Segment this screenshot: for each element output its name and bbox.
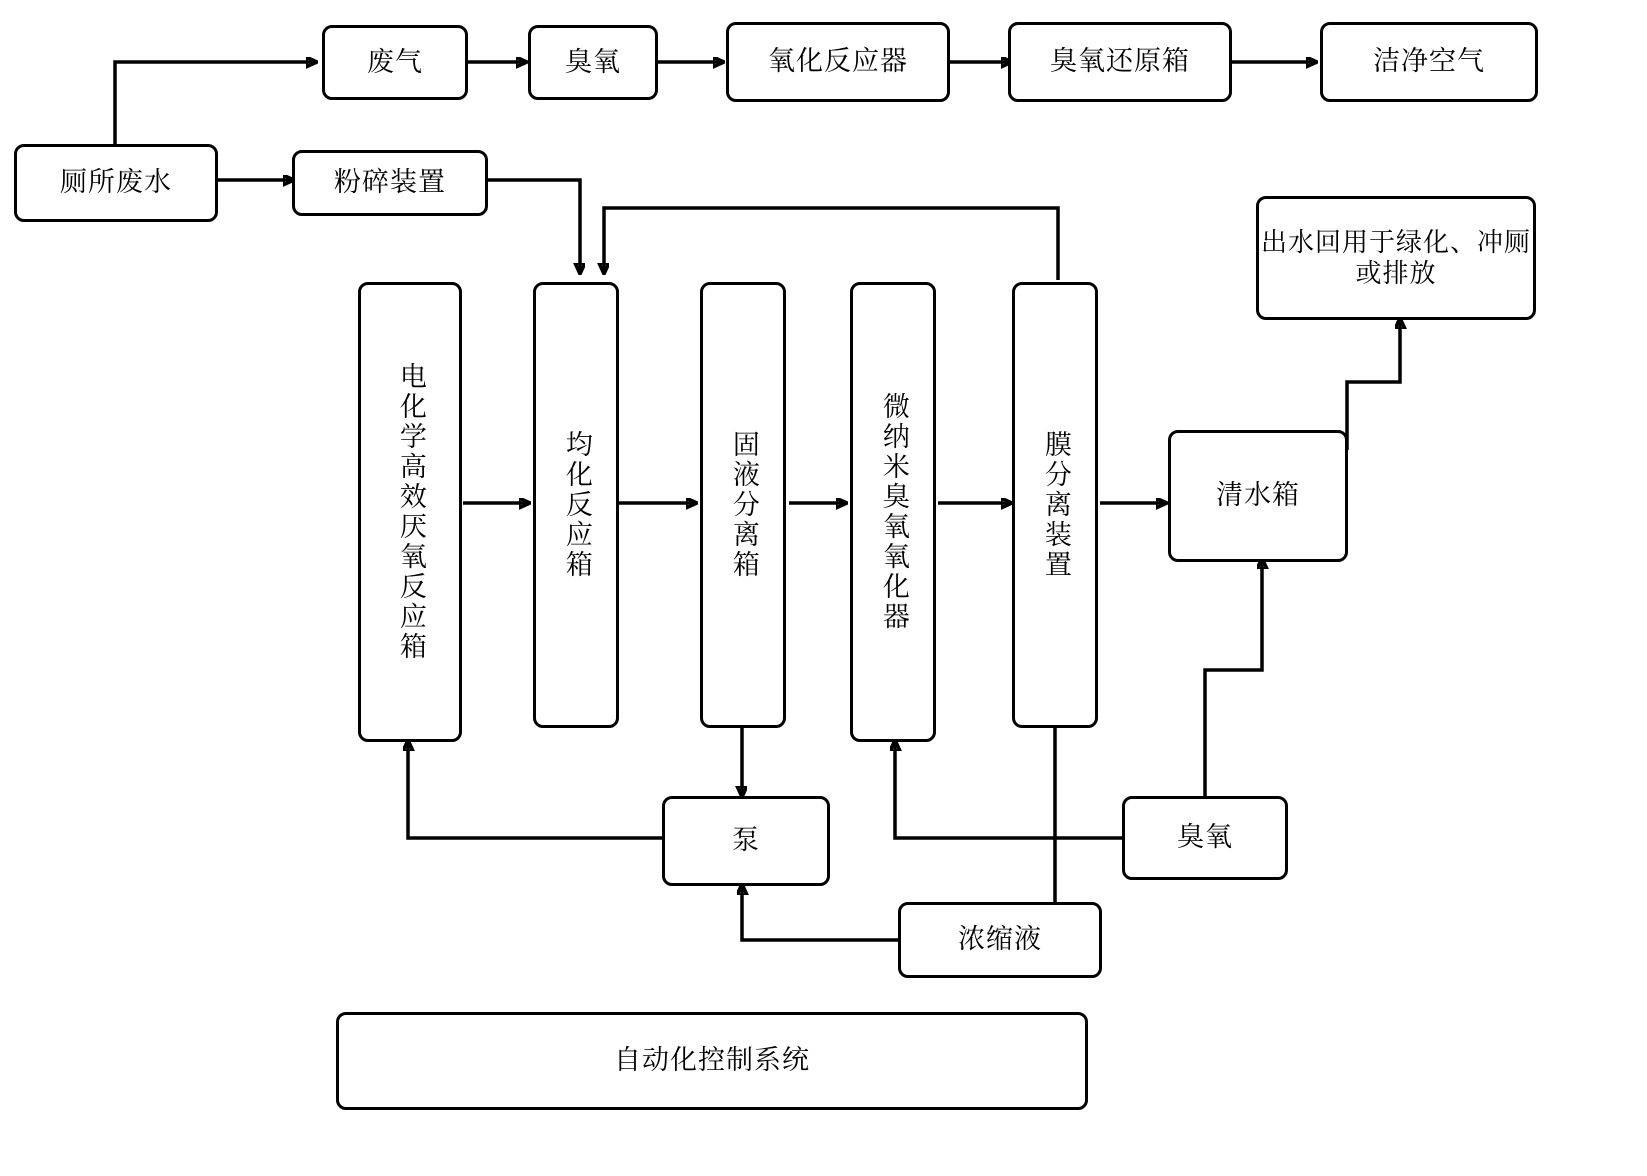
node-label: 均化反应箱 [561, 430, 592, 580]
node-solid-liquid-separator[interactable] [700, 282, 786, 728]
link-ozone-clearwater [1205, 560, 1262, 800]
node-label: 氧化反应器 [768, 46, 908, 77]
node-clean-air[interactable] [1320, 22, 1538, 102]
node-label: 浓缩液 [958, 924, 1042, 955]
node-ozone-top[interactable] [528, 25, 658, 100]
node-label: 臭氧 [565, 46, 621, 77]
node-toilet-wastewater[interactable] [14, 144, 218, 222]
node-label: 自动化控制系统 [614, 1045, 810, 1076]
node-label: 泵 [732, 825, 760, 856]
link-clearwater-effluent [1347, 320, 1400, 450]
link-membrane-recycle-homogenizing [604, 208, 1058, 280]
link-crusher-homogenizing [488, 180, 580, 272]
link-concentrate-pump [742, 886, 898, 940]
node-oxidation-reactor[interactable] [726, 22, 950, 102]
node-concentrate[interactable] [898, 902, 1102, 978]
node-ozone-bottom[interactable] [1122, 796, 1288, 880]
node-label: 厕所废水 [60, 167, 172, 198]
node-automation-control[interactable] [336, 1012, 1088, 1110]
node-effluent-reuse[interactable] [1256, 196, 1536, 320]
node-anaerobic-reactor[interactable] [358, 282, 462, 742]
node-label: 膜分离装置 [1040, 430, 1071, 580]
node-label: 洁净空气 [1373, 46, 1485, 77]
link-pump-anaerobic [408, 742, 665, 838]
link-wastewater-to-wastegas [115, 62, 315, 145]
node-crusher[interactable] [292, 150, 488, 216]
node-label: 固液分离箱 [728, 430, 759, 580]
node-label: 臭氧还原箱 [1050, 46, 1190, 77]
node-waste-gas[interactable] [322, 25, 468, 100]
node-label: 出水回用于绿化、冲厕或排放 [1261, 227, 1532, 288]
node-membrane-separator[interactable] [1012, 282, 1098, 728]
node-pump[interactable] [662, 796, 830, 886]
node-clear-water-tank[interactable] [1168, 430, 1348, 562]
link-ozone-micronano [895, 742, 1125, 838]
node-label: 清水箱 [1216, 480, 1300, 511]
node-label: 臭氧 [1177, 822, 1233, 853]
node-micro-nano-ozone-oxidizer[interactable] [850, 282, 936, 742]
node-label: 电化学高效厌氧反应箱 [395, 362, 426, 662]
node-ozone-reduction-box[interactable] [1008, 22, 1232, 102]
node-label: 废气 [367, 46, 423, 77]
node-label: 粉碎装置 [334, 167, 446, 198]
node-homogenizing-tank[interactable] [533, 282, 619, 728]
node-label: 微纳米臭氧氧化器 [878, 392, 909, 632]
